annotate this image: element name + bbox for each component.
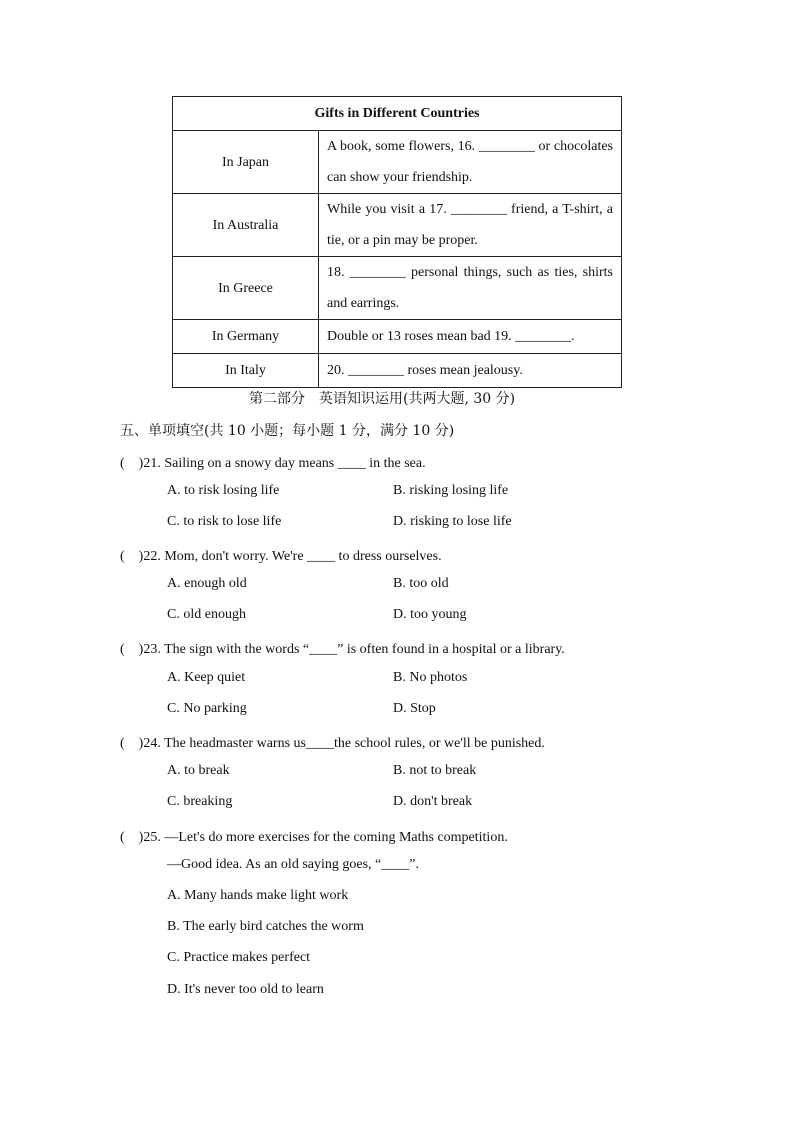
option-22-a: A. enough old	[167, 576, 247, 591]
table-row	[173, 320, 622, 354]
section-title: 第二部分 英语知识运用(共两大题, 30 分)	[249, 391, 516, 407]
option-25-a: A. Many hands make light work	[167, 888, 349, 903]
content-cell: While you visit a 17. ________ friend, a T-shirt, a tie, or a pin may be proper.	[319, 194, 622, 257]
option-23-d: D. Stop	[393, 701, 436, 716]
option-21-c: C. to risk to lose life	[167, 514, 282, 529]
option-25-c: C. Practice makes perfect	[167, 950, 311, 965]
table-row	[173, 131, 622, 194]
table-row	[173, 257, 622, 320]
option-24-a: A. to break	[167, 763, 230, 778]
content-cell: 20. ________ roses mean jealousy.	[319, 354, 622, 388]
option-21-a: A. to risk losing life	[167, 483, 280, 498]
option-23-a: A. Keep quiet	[167, 670, 246, 685]
question-23-stem: ( )23. The sign with the words “____” is often found in a hospital or a library.	[120, 642, 565, 657]
part-title: 五、单项填空(共 10 小题；每小题 1 分，满分 10 分)	[120, 423, 455, 439]
gifts-table	[172, 96, 622, 388]
table-row	[173, 354, 622, 388]
question-25-stem: ( )25. —Let's do more exercises for the coming Maths competition.	[120, 830, 508, 845]
question-24-stem: ( )24. The headmaster warns us____the school rules, or we'll be punished.	[120, 736, 545, 751]
option-25-b: B. The early bird catches the worm	[167, 919, 364, 934]
option-21-b: B. risking losing life	[393, 483, 509, 498]
option-22-b: B. too old	[393, 576, 449, 591]
content-cell: 18. ________ personal things, such as ties, shirts and earrings.	[319, 257, 622, 320]
question-22-stem: ( )22. Mom, don't worry. We're ____ to dress ourselves.	[120, 549, 442, 564]
option-24-b: B. not to break	[393, 763, 477, 778]
option-24-d: D. don't break	[393, 794, 473, 809]
table-row	[173, 194, 622, 257]
option-22-d: D. too young	[393, 607, 467, 622]
question-21-stem: ( )21. Sailing on a snowy day means ____ in the sea.	[120, 456, 426, 471]
table-title: Gifts in Different Countries	[173, 97, 622, 131]
option-24-c: C. breaking	[167, 794, 233, 809]
country-cell: In Italy	[173, 354, 319, 388]
country-cell: In Japan	[173, 131, 319, 194]
content-cell: Double or 13 roses mean bad 19. ________.	[319, 320, 622, 354]
country-cell: In Germany	[173, 320, 319, 354]
country-cell: In Australia	[173, 194, 319, 257]
option-22-c: C. old enough	[167, 607, 246, 622]
option-23-c: C. No parking	[167, 701, 247, 716]
option-25-d: D. It's never too old to learn	[167, 982, 324, 997]
content-cell: A book, some flowers, 16. ________ or chocolates can show your friendship.	[319, 131, 622, 194]
country-cell: In Greece	[173, 257, 319, 320]
option-23-b: B. No photos	[393, 670, 468, 685]
option-21-d: D. risking to lose life	[393, 514, 512, 529]
question-25-reply: —Good idea. As an old saying goes, “____”.	[167, 857, 419, 872]
